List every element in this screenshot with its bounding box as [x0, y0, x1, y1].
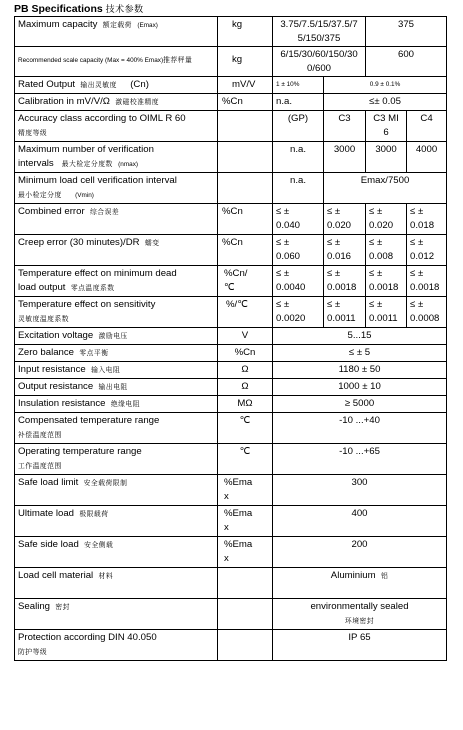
table-row	[15, 142, 447, 173]
row-value: 6/15/30/60/150/30 0/600	[273, 47, 366, 77]
row-value: 3000	[324, 142, 366, 173]
row-value: 300	[273, 475, 447, 506]
row-unit: mV/V	[218, 77, 273, 94]
row-unit: %Cn	[218, 94, 273, 111]
row-label: Input resistance 输入电阻	[15, 362, 218, 379]
table-row	[15, 599, 447, 630]
row-label: Maximum capacity 额定载荷 (Emax)	[15, 17, 218, 47]
row-value: ≤ ± 0.0040	[273, 266, 324, 297]
row-value: 1 ± 10%	[273, 77, 324, 94]
row-label: Rated Output 输出灵敏度 (Cn)	[15, 77, 218, 94]
row-unit	[218, 111, 273, 142]
row-unit: %Ema x	[218, 537, 273, 568]
table-row	[15, 396, 447, 413]
row-label: Operating temperature range 工作温度范围	[15, 444, 218, 475]
table-row	[15, 630, 447, 661]
table-row	[15, 362, 447, 379]
row-label: Maximum number of verification intervals 最大检定分度数 (nmax)	[15, 142, 218, 173]
row-label: Compensated temperature range 补偿温度范围	[15, 413, 218, 444]
row-value: ≤ ± 0.0018	[407, 266, 447, 297]
row-unit: V	[218, 328, 273, 345]
table-row	[15, 506, 447, 537]
row-label: Accuracy class according to OIML R 60 精度等级	[15, 111, 218, 142]
row-unit: %Cn	[218, 235, 273, 266]
table-row	[15, 173, 447, 204]
row-label: Insulation resistance 绝缘电阻	[15, 396, 218, 413]
row-value: ≤± 0.05	[324, 94, 447, 111]
row-unit	[218, 173, 273, 204]
row-value: ≤ ± 0.018	[407, 204, 447, 235]
row-value: ≤ ± 0.0011	[366, 297, 407, 328]
row-unit: %Cn/ ℃	[218, 266, 273, 297]
page-title: PB Specifications 技术参数	[14, 3, 144, 15]
row-value: ≤ ± 0.012	[407, 235, 447, 266]
row-value: ≤ ± 0.0018	[324, 266, 366, 297]
row-value: ≤ ± 0.0008	[407, 297, 447, 328]
row-value: 0.9 ± 0.1%	[324, 77, 447, 94]
row-value: 400	[273, 506, 447, 537]
row-unit: %/℃	[218, 297, 273, 328]
table-row	[15, 17, 447, 47]
row-value: ≤ ± 0.016	[324, 235, 366, 266]
row-label: Protection according DIN 40.050 防护等级	[15, 630, 218, 661]
row-label: Combined error 综合误差	[15, 204, 218, 235]
row-label: Ultimate load 极限载荷	[15, 506, 218, 537]
table-row	[15, 379, 447, 396]
row-value: 1000 ± 10	[273, 379, 447, 396]
row-value: 200	[273, 537, 447, 568]
row-value: -10 ...+65	[273, 444, 447, 475]
row-label: Safe load limit 安全载荷限制	[15, 475, 218, 506]
table-row	[15, 111, 447, 142]
row-value: 4000	[407, 142, 447, 173]
table-row	[15, 204, 447, 235]
table-row	[15, 47, 447, 77]
row-value: (GP)	[273, 111, 324, 142]
row-value: C4	[407, 111, 447, 142]
row-value: ≤ ± 0.040	[273, 204, 324, 235]
row-unit: Ω	[218, 379, 273, 396]
row-label: Load cell material 材料	[15, 568, 218, 599]
row-label: Calibration in mV/V/Ω 激磁校准精度	[15, 94, 218, 111]
row-label: Recommended scale capacity (Max = 400% Emax)推荐秤量	[15, 47, 218, 77]
row-unit: MΩ	[218, 396, 273, 413]
row-value: Aluminium 铝	[273, 568, 447, 599]
table-row	[15, 537, 447, 568]
row-unit	[218, 568, 273, 599]
table-row	[15, 235, 447, 266]
row-value: ≤ ± 0.060	[273, 235, 324, 266]
row-value: C3	[324, 111, 366, 142]
table-row	[15, 297, 447, 328]
row-value: ≤ ± 0.008	[366, 235, 407, 266]
row-unit: Ω	[218, 362, 273, 379]
table-row	[15, 77, 447, 94]
row-value: 1180 ± 50	[273, 362, 447, 379]
row-label: Zero balance 零点平衡	[15, 345, 218, 362]
row-label: Creep error (30 minutes)/DR 蠕变	[15, 235, 218, 266]
row-value: 375	[366, 17, 447, 47]
row-value: -10 ...+40	[273, 413, 447, 444]
table-row	[15, 328, 447, 345]
table-row	[15, 444, 447, 475]
row-unit: kg	[218, 17, 273, 47]
row-unit: ℃	[218, 413, 273, 444]
row-value: n.a.	[273, 142, 324, 173]
row-value: n.a.	[273, 94, 324, 111]
row-value: ≥ 5000	[273, 396, 447, 413]
table-row	[15, 345, 447, 362]
row-unit: ℃	[218, 444, 273, 475]
row-value: n.a.	[273, 173, 324, 204]
row-label: Output resistance 输出电阻	[15, 379, 218, 396]
row-value: ≤ ± 0.0020	[273, 297, 324, 328]
row-unit: %Cn	[218, 345, 273, 362]
table-row	[15, 94, 447, 111]
row-value: 5...15	[273, 328, 447, 345]
row-unit: %Cn	[218, 204, 273, 235]
table-row	[15, 413, 447, 444]
table-row	[15, 568, 447, 599]
table-row	[15, 266, 447, 297]
row-label: Sealing 密封	[15, 599, 218, 630]
row-unit	[218, 142, 273, 173]
row-value: ≤ ± 0.020	[324, 204, 366, 235]
row-unit: %Ema x	[218, 475, 273, 506]
row-label: Temperature effect on sensitivity 灵敏度温度系数	[15, 297, 218, 328]
table-row	[15, 475, 447, 506]
row-unit	[218, 630, 273, 661]
row-value: Emax/7500	[324, 173, 447, 204]
row-unit	[218, 599, 273, 630]
row-value: 3.75/7.5/15/37.5/7 5/150/375	[273, 17, 366, 47]
row-value: 3000	[366, 142, 407, 173]
row-value: ≤ ± 5	[273, 345, 447, 362]
row-value: environmentally sealed 环境密封	[273, 599, 447, 630]
row-value: C3 MI 6	[366, 111, 407, 142]
row-value: ≤ ± 0.020	[366, 204, 407, 235]
row-value: ≤ ± 0.0018	[366, 266, 407, 297]
row-label: Temperature effect on minimum dead load output 零点温度系数	[15, 266, 218, 297]
row-unit: kg	[218, 47, 273, 77]
row-label: Safe side load 安全侧载	[15, 537, 218, 568]
row-value: 600	[366, 47, 447, 77]
row-label: Excitation voltage 激励电压	[15, 328, 218, 345]
row-label: Minimum load cell verification interval 最小检定分度 (Vmin)	[15, 173, 218, 204]
spec-table	[14, 16, 447, 661]
row-value: ≤ ± 0.0011	[324, 297, 366, 328]
row-unit: %Ema x	[218, 506, 273, 537]
row-value: IP 65	[273, 630, 447, 661]
